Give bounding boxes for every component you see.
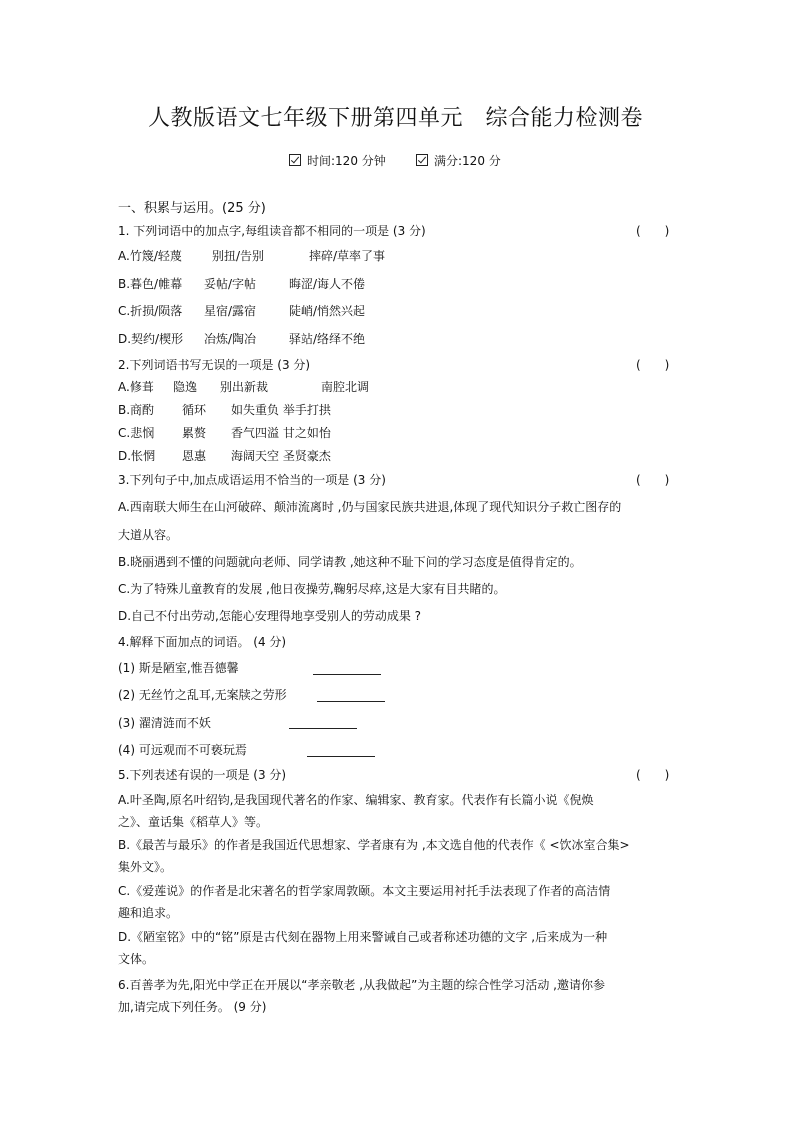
q4-item: (3) 濯清涟而不妖 [118,716,211,730]
answer-blank[interactable] [317,701,385,702]
option-a: A.竹篾/轻蔑 [118,249,182,263]
time-text: 时间:120 分钟 [307,154,386,168]
option-c-part: 累赘 [182,426,207,440]
checkbox-icon [289,154,301,166]
option-c-line2: 趣和追求。 [118,906,179,920]
option-d-part: 海阔天空 圣贤豪杰 [231,449,331,463]
option-d: D.契约/楔形 [118,332,184,346]
option-b: B.晓丽遇到不懂的问题就向老师、同学请教 ,她这种不耻下问的学习态度是值得肯定的。 [118,555,582,569]
option-a-line1: A.西南联大师生在山河破碎、颠沛流离时 ,仍与国家民族共进退,体现了现代知识分子救亡图存的 [118,500,622,514]
answer-paren: ( ) [636,358,670,372]
option-c-part: 星宿/露宿 [204,304,257,318]
option-a-part: 南腔北调 [321,380,370,394]
time-info [289,152,386,169]
option-d: D.自己不付出劳动,怎能心安理得地享受别人的劳动成果 ? [118,609,422,623]
option-a-part: 隐逸 [173,380,198,394]
page-title: 人教版语文七年级下册第四单元 综合能力检测卷 [148,106,644,131]
question-stem: 2.下列词语书写无误的一项是 (3 分) [118,358,311,372]
option-d-part: 冶炼/陶冶 [204,332,257,346]
option-b-part: 晦涩/诲人不倦 [289,277,366,291]
section-heading: 一、积累与运用。(25 分) [118,201,266,216]
option-d-part: 恩惠 [182,449,207,463]
answer-blank[interactable] [289,728,357,729]
answer-paren: ( ) [636,224,670,238]
option-b-part: 妥帖/字帖 [204,277,257,291]
option-b: B.商酌 [118,403,155,417]
option-a-line2: 之》、童话集《稻草人》等。 [118,815,269,829]
q4-item: (4) 可远观而不可亵玩焉 [118,743,247,757]
question-stem: 4.解释下面加点的词语。 (4 分) [118,635,287,649]
answer-paren: ( ) [636,473,670,487]
answer-blank[interactable] [307,756,375,757]
question-stem: 5.下列表述有误的一项是 (3 分) [118,768,287,782]
option-d: D.怅惘 [118,449,156,463]
option-b-part: 循环 [182,403,207,417]
option-a-part: 别扭/告别 [212,249,265,263]
option-c-part: 陡峭/悄然兴起 [289,304,366,318]
question-stem-line1: 6.百善孝为先,阳光中学正在开展以“孝亲敬老 ,从我做起”为主题的综合性学习活动 ,邀请你参 [118,978,605,992]
option-c: C.悲悯 [118,426,155,440]
question-stem: 3.下列句子中,加点成语运用不恰当的一项是 (3 分) [118,473,386,487]
answer-paren: ( ) [636,768,670,782]
option-a-part: 摔碎/草率了事 [309,249,386,263]
option-a-line1: A.叶圣陶,原名叶绍钧,是我国现代著名的作家、编辑家、教育家。代表作有长篇小说《倪焕 [118,793,594,807]
answer-blank[interactable] [313,674,381,675]
option-d-line2: 文体。 [118,952,155,966]
option-a: A.修葺 [118,380,154,394]
option-d-part: 驿站/络绎不绝 [289,332,366,346]
checkbox-icon [416,154,428,166]
question-stem: 1. 下列词语中的加点字,每组读音都不相同的一项是 (3 分) [118,224,426,238]
option-b: B.暮色/帷幕 [118,277,183,291]
q4-item: (1) 斯是陋室,惟吾德馨 [118,661,239,675]
option-a-part: 别出新裁 [220,380,269,394]
q4-item: (2) 无丝竹之乱耳,无案牍之劳形 [118,688,287,702]
score-info [416,152,501,169]
option-c: C.为了特殊儿童教育的发展 ,他日夜操劳,鞠躬尽瘁,这是大家有目共睹的。 [118,582,506,596]
option-a-line2: 大道从容。 [118,528,179,542]
option-b-line2: 集外文》。 [118,860,173,874]
question-stem-line2: 加,请完成下列任务。 (9 分) [118,1000,267,1014]
option-c: C.折损/陨落 [118,304,183,318]
option-d-line1: D.《陋室铭》中的“铭”原是古代刻在器物上用来警诫自己或者称述功德的文字 ,后来成为一种 [118,930,608,944]
option-b-part: 如失重负 举手打拱 [231,403,331,417]
option-c-line1: C.《爱莲说》的作者是北宋著名的哲学家周敦颐。本文主要运用衬托手法表现了作者的高洁情 [118,884,611,898]
score-text: 满分:120 分 [434,154,501,168]
option-c-part: 香气四溢 甘之如怡 [231,426,331,440]
option-b-line1: B.《最苦与最乐》的作者是我国近代思想家、学者康有为 ,本文选自他的代表作《 <饮冰室合集> [118,838,630,852]
